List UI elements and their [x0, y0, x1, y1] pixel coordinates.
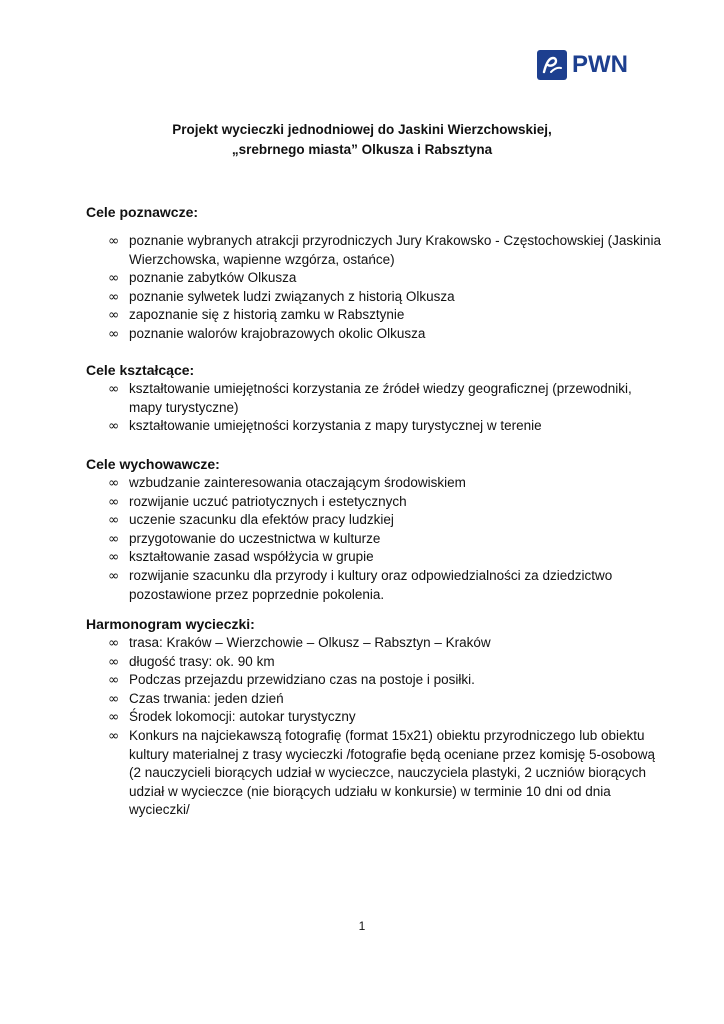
list-item: ∞ poznanie sylwetek ludzi związanych z historią Olkusza [108, 288, 455, 305]
infinity-bullet-icon: ∞ [108, 672, 120, 689]
infinity-bullet-icon: ∞ [108, 270, 120, 287]
list-item: ∞ Czas trwania: jeden dzień [108, 690, 284, 707]
infinity-bullet-icon: ∞ [108, 512, 120, 529]
infinity-bullet-icon: ∞ [108, 653, 120, 670]
infinity-bullet-icon: ∞ [108, 288, 120, 305]
list-item: ∞ kształtowanie umiejętności korzystania z mapy turystycznej w terenie [108, 418, 542, 435]
infinity-bullet-icon: ∞ [108, 530, 120, 547]
infinity-bullet-icon: ∞ [108, 233, 120, 249]
pwn-logo-text: PWN [572, 51, 628, 78]
infinity-bullet-icon: ∞ [108, 418, 120, 435]
list-harmonogram [108, 634, 668, 820]
infinity-bullet-icon: ∞ [108, 381, 120, 397]
list-item: ∞ Środek lokomocji: autokar turystyczny [108, 709, 356, 726]
list-item: ∞ poznanie zabytków Olkusza [108, 270, 297, 287]
list-item: ∞ poznanie walorów krajobrazowych okolic Olkusza [108, 325, 426, 342]
list-cele-ksztalcace [108, 380, 668, 436]
infinity-bullet-icon: ∞ [108, 709, 120, 726]
pwn-logo [537, 50, 628, 80]
document-title-line-2: „srebrnego miasta” Olkusza i Rabsztyna [231, 142, 493, 157]
infinity-bullet-icon: ∞ [108, 727, 120, 744]
infinity-bullet-icon: ∞ [108, 690, 120, 707]
list-item: ∞ przygotowanie do uczestnictwa w kulturze [108, 530, 381, 547]
list-item: ∞ zapoznanie się z historią zamku w Rabsztynie [108, 307, 405, 324]
infinity-bullet-icon: ∞ [108, 325, 120, 342]
list-item: ∞ wzbudzanie zainteresowania otaczającym środowiskiem [108, 475, 466, 491]
list-item: ∞ trasa: Kraków – Wierzchowie – Olkusz – Rabsztyn – Kraków [108, 635, 491, 651]
infinity-bullet-icon: ∞ [108, 493, 120, 510]
list-item: ∞ rozwijanie szacunku dla przyrody i kultury oraz odpowiedzialności za dziedzictwo pozostawione przez poprzednie pokolenia. [108, 567, 613, 602]
list-item: ∞ kształtowanie zasad współżycia w grupie [108, 549, 374, 566]
section-heading-cele-wychowawcze: Cele wychowawcze: [86, 456, 220, 472]
list-item: ∞ Konkurs na najciekawszą fotografię (format 15x21) obiektu przyrodniczego lub obiektu kultury materialnej z trasy wycieczki /fotografie będą oceniane przez komisję 5-osobową (2 nauczycieli biorących udział w wycieczce, nauczyciela plastyki, 2 uczniów biorących udział w wycieczce (nie biorących udziału w konkursie) w terminie 10 dni od dnia wycieczki/ [108, 727, 655, 818]
section-heading-cele-poznawcze: Cele poznawcze: [86, 204, 199, 220]
list-item: ∞ poznanie wybranych atrakcji przyrodniczych Jury Krakowsko - Częstochowskiej (Jaskinia Wierzchowska, wapienne wzgórza, ostańce) [108, 233, 661, 267]
section-heading-harmonogram: Harmonogram wycieczki: [86, 616, 255, 632]
list-cele-wychowawcze [108, 474, 668, 604]
list-item: ∞ rozwijanie uczuć patriotycznych i estetycznych [108, 493, 407, 510]
infinity-bullet-icon: ∞ [108, 567, 120, 584]
list-item: ∞ długość trasy: ok. 90 km [108, 653, 275, 670]
section-heading-cele-ksztalcace: Cele kształcące: [86, 362, 195, 378]
infinity-bullet-icon: ∞ [108, 475, 120, 491]
list-item: ∞ uczenie szacunku dla efektów pracy ludzkiej [108, 512, 394, 529]
pwn-logo-icon [537, 50, 567, 80]
list-cele-poznawcze [108, 232, 668, 344]
infinity-bullet-icon: ∞ [108, 307, 120, 324]
page-number: 1 [358, 919, 366, 933]
list-item: ∞ Podczas przejazdu przewidziano czas na postoje i posiłki. [108, 672, 475, 689]
list-item: ∞ kształtowanie umiejętności korzystania ze źródeł wiedzy geograficznej (przewodniki, mapy turystyczne) [108, 381, 632, 415]
document-title-line-1: Projekt wycieczki jednodniowej do Jaskini Wierzchowskiej, [172, 122, 552, 137]
infinity-bullet-icon: ∞ [108, 549, 120, 566]
infinity-bullet-icon: ∞ [108, 635, 120, 651]
